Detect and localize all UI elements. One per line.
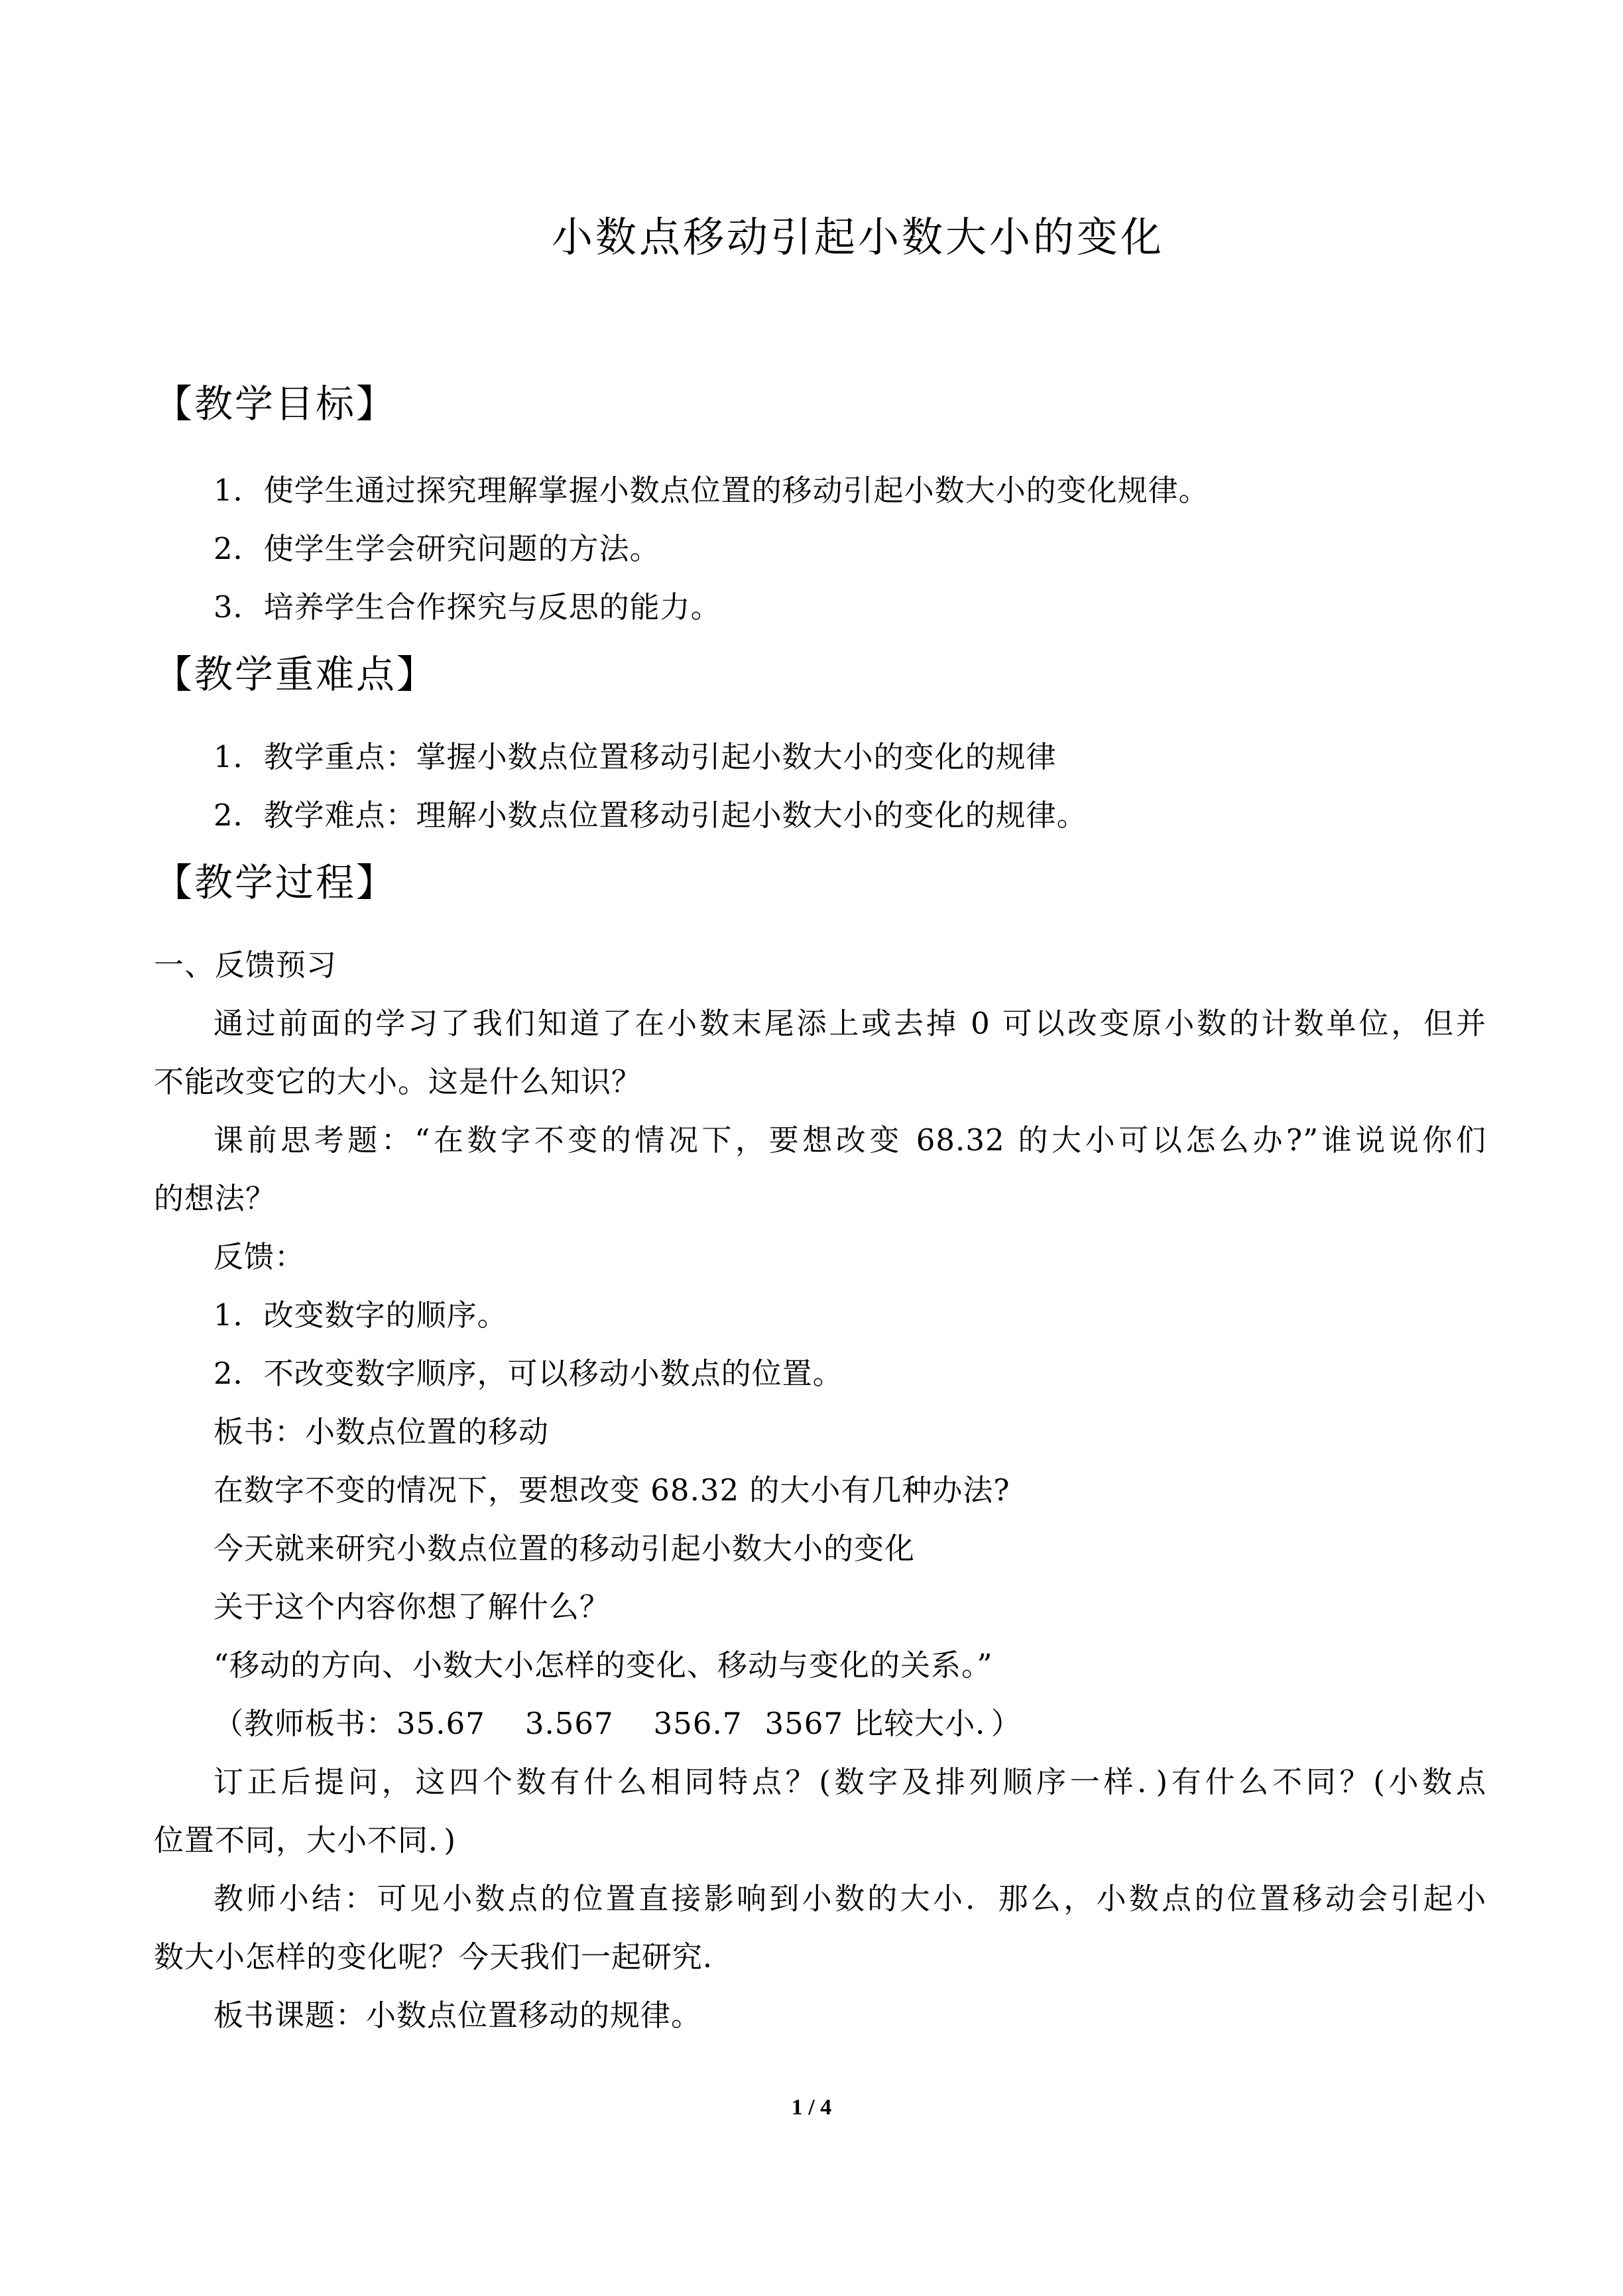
paragraph-2-line-2: 的想法？	[154, 1181, 276, 1216]
paragraph-4-line-2: 数大小怎样的变化呢？今天我们一起研究．	[154, 1939, 734, 1974]
key-point-item-1: 1．教学重点：掌握小数点位置移动引起小数大小的变化的规律	[213, 739, 1057, 774]
paragraph-3-line-1: 订正后提问，这四个数有什么相同特点？(数字及排列顺序一样．)有什么不同？(小数点	[213, 1764, 1486, 1799]
feedback-label: 反馈：	[213, 1239, 306, 1274]
question-1: 在数字不变的情况下，要想改变 68.32 的大小有几种办法?	[213, 1473, 1010, 1508]
board-note-3: 板书课题：小数点位置移动的规律。	[213, 1998, 702, 2033]
feedback-item-2: 2．不改变数字顺序，可以移动小数点的位置。	[213, 1356, 843, 1391]
feedback-item-1: 1．改变数字的顺序。	[213, 1298, 508, 1333]
section-heading-process: 【教学过程】	[154, 860, 397, 905]
board-note-1: 板书：小数点位置的移动	[213, 1414, 550, 1449]
goal-item-2: 2．使学生学会研究问题的方法。	[213, 531, 660, 566]
board-note-2	[213, 1703, 1022, 1745]
key-point-item-2: 2．教学难点：理解小数点位置移动引起小数大小的变化的规律。	[213, 798, 1087, 833]
goal-item-1: 1．使学生通过探究理解掌握小数点位置的移动引起小数大小的变化规律。	[213, 473, 1209, 508]
paragraph-2-line-1: 课前思考题：“在数字不变的情况下，要想改变 68.32 的大小可以怎么办?”谁说说你们	[213, 1122, 1486, 1158]
section-heading-key-points: 【教学重难点】	[154, 652, 438, 697]
section-heading-goals: 【教学目标】	[154, 381, 397, 426]
page-number: 1 / 4	[791, 2095, 832, 2120]
quote-line: “移动的方向、小数大小怎样的变化、移动与变化的关系。”	[213, 1648, 993, 1683]
today-topic: 今天就来研究小数点位置的移动引起小数大小的变化	[213, 1531, 916, 1566]
board-note-2-prefix: （教师板书：35.67	[213, 1706, 485, 1741]
board-note-2-suffix: 3567 比较大小．）	[764, 1706, 1022, 1741]
board-note-2-number-3: 356.7	[653, 1706, 743, 1741]
question-2: 关于这个内容你想了解什么？	[213, 1589, 611, 1624]
paragraph-1-line-1: 通过前面的学习了我们知道了在小数末尾添上或去掉 0 可以改变原小数的计数单位，但并	[213, 1006, 1486, 1041]
process-subheading: 一、反馈预习	[154, 947, 337, 983]
paragraph-3-line-2: 位置不同，大小不同．)	[154, 1823, 457, 1858]
paragraph-4-line-1: 教师小结：可见小数点的位置直接影响到小数的大小．那么，小数点的位置移动会引起小	[213, 1881, 1486, 1916]
goal-item-3: 3．培养学生合作探究与反思的能力。	[213, 589, 721, 625]
board-note-2-number-2: 3.567	[524, 1706, 614, 1741]
document-title: 小数点移动引起小数大小的变化	[551, 213, 1164, 261]
paragraph-1-line-2: 不能改变它的大小。这是什么知识？	[154, 1064, 642, 1099]
